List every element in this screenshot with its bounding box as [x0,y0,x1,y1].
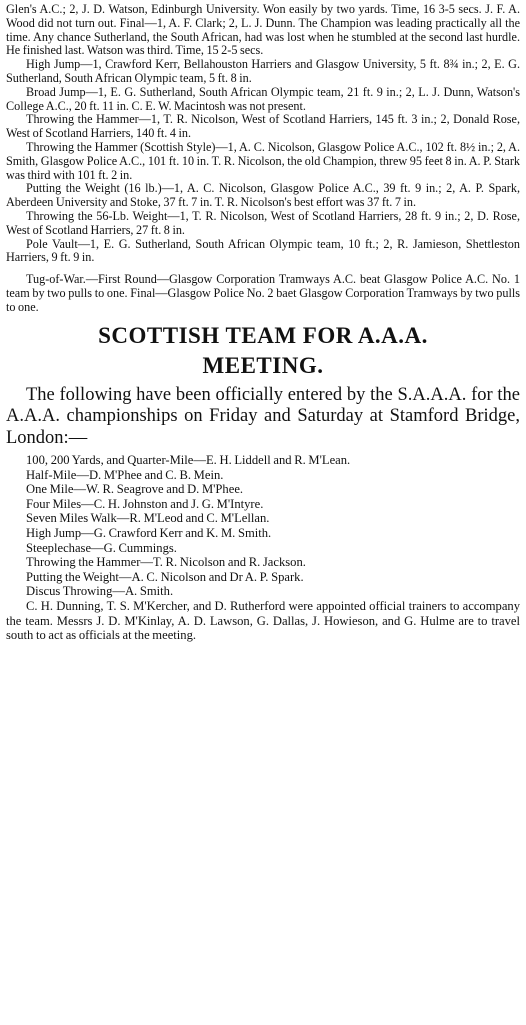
broad-jump-result: Broad Jump—1, E. G. Sutherland, South African Olympic team, 21 ft. 9 in.; 2, L. J. Dunn, Watson's College A.C., 20 ft. 11 in. C. E. W. Macintosh was not present. [6,84,520,113]
entry-discus: Discus Throwing—A. Smith. [26,584,174,599]
entry-sprints: 100, 200 Yards, and Quarter-Mile—E. H. Liddell and R. M'Lean. [26,453,351,468]
entry-steeplechase: Steeplechase—G. Cummings. [26,540,177,555]
hammer-scottish-result: Throwing the Hammer (Scottish Style)—1, A. C. Nicolson, Glasgow Police A.C., 102 ft. 8½ in.; 2, A. Smith, Glasgow Police A.C., 101 ft. 10 in. T. R. Nicolson, the old Champion, threw 95 feet 8 in. A. P. Stark was third with 101 ft. 2 in. [6,139,520,182]
entry-hammer: Throwing the Hammer—T. R. Nicolson and R. Jackson. [26,555,306,570]
weight-56lb-result: Throwing the 56-Lb. Weight—1, T. R. Nicolson, West of Scotland Harriers, 28 ft. 9 in.; 2, D. Rose, West of Scotland Harriers, 27 ft. 8 in. [6,208,520,237]
entry-weight: Putting the Weight—A. C. Nicolson and Dr A. P. Spark. [26,569,304,584]
weight-result: Putting the Weight (16 lb.)—1, A. C. Nicolson, Glasgow Police A.C., 39 ft. 9 in.; 2, A. P. Spark, Aberdeen University and Stoke, 37 ft. 7 in. T. R. Nicolson's best effort was 37 ft. 7 in. [6,181,520,210]
tug-of-war-result: Tug-of-War.—First Round—Glasgow Corporation Tramways A.C. beat Glasgow Police A.C. No. 1 team by two pulls to one. Final—Glasgow Police No. 2 baet Glasgow Corporation Tramways by two pulls to one. [6,272,520,314]
athletics-results [6,3,520,315]
pole-vault-result: Pole Vault—1, E. G. Sutherland, South African Olympic team, 10 ft.; 2, R. Jamieson, Shettleston Harriers, 9 ft. 9 in. [6,236,520,265]
hurdles-result: Glen's A.C.; 2, J. D. Watson, Edinburgh University. Won easily by two yards. Time, 16 3-5 secs. J. F. A. Wood did not turn out. Final—1, A. F. Clark; 2, L. J. Dunn. The Champion was leading practically all the time. Any chance Sutherland, the South African, had was lost when he stumbled at the second last hurdle. He finished last. Watson was third. Time, 15 2-5 secs. [6,2,520,58]
entry-high-jump: High Jump—G. Crawford Kerr and K. M. Smith. [26,526,272,540]
trainers-officials: C. H. Dunning, T. S. M'Kercher, and D. Rutherford were appointed official trainers to accompany the team. Messrs J. D. M'Kinlay, A. D. Lawson, G. Dallas, J. Howieson, and G. Hulme are to travel south to act as officials at the meeting. [6,598,520,643]
entry-one-mile: One Mile—W. R. Seagrove and D. M'Phee. [26,482,244,497]
entry-four-miles: Four Miles—C. H. Johnston and J. G. M'Intyre. [26,496,264,511]
entry-half-mile: Half-Mile—D. M'Phee and C. B. Mein. [26,467,224,482]
article-lead: The following have been officially entered by the S.A.A.A. for the A.A.A. championships on Friday and Saturday at Stamford Bridge, London:— [6,384,520,448]
team-entries [6,453,520,643]
hammer-result: Throwing the Hammer—1, T. R. Nicolson, West of Scotland Harriers, 145 ft. 3 in.; 2, Donald Rose, West of Scotland Harriers, 140 ft. 4 in. [6,112,520,141]
entry-walk: Seven Miles Walk—R. M'Leod and C. M'Lellan. [26,511,270,526]
high-jump-result: High Jump—1, Crawford Kerr, Bellahouston Harriers and Glasgow University, 5 ft. 8¾ in.; 2, E. G. Sutherland, South African Olympic team, 5 ft. 8 in. [6,57,520,85]
headline-line-2: MEETING. [202,352,324,378]
headline-line-1: SCOTTISH TEAM FOR A.A.A. [98,322,428,348]
